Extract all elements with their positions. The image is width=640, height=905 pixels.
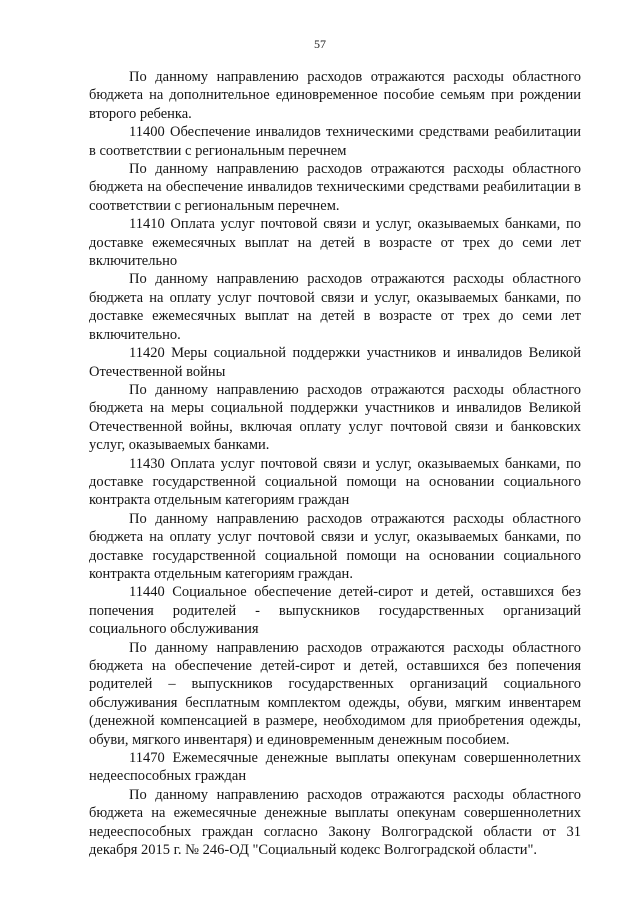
- paragraph-11430-description: По данному направлению расходов отражаются расходы областного бюджета на оплату услуг почтовой связи и услуг, оказываемых банками, по доставке государственной социальной помощи на основании социального контракта отдельным категориям граждан.: [89, 510, 581, 582]
- heading-11420: 11420 Меры социальной поддержки участников и инвалидов Великой Отечественной войны: [89, 345, 581, 380]
- paragraph-11400-description: По данному направлению расходов отражаются расходы областного бюджета на обеспечение инвалидов техническими средствами реабилитации в соответствии с региональным перечнем.: [89, 161, 581, 214]
- paragraph-11440-description: По данному направлению расходов отражаются расходы областного бюджета на обеспечение детей-сирот и детей, оставшихся без попечения родителей – выпускников государственных организаций социального обслуживания бесплатным комплектом одежды, обуви, мягким инвентарем (денежной компенсацией в размере, необходимом для приобретения одежды, обуви, мягкого инвентаря) и единовременным денежным пособием.: [89, 639, 581, 748]
- paragraph-11470-description: По данному направлению расходов отражаются расходы областного бюджета на ежемесячные денежные выплаты опекунам совершеннолетних недееспособных граждан согласно Закону Волгоградской области от 31 декабря 2015 г. № 246-ОД "Социальный кодекс Волгоградской области".: [89, 786, 581, 859]
- paragraph-birth-allowance-description: По данному направлению расходов отражаются расходы областного бюджета на дополнительное единовременное пособие семьям при рождении второго ребенка.: [89, 69, 581, 122]
- paragraph-11420-description: По данному направлению расходов отражаются расходы областного бюджета на меры социальной поддержки участников и инвалидов Великой Отечественной войны, включая оплату услуг почтовой связи и банковских услуг, оказываемых банками.: [89, 381, 581, 454]
- heading-11410: 11410 Оплата услуг почтовой связи и услуг, оказываемых банками, по доставке ежемесячных выплат на детей в возрасте от трех до семи лет включительно: [89, 216, 581, 270]
- heading-11400: 11400 Обеспечение инвалидов техническими средствами реабилитации в соответствии с региональным перечнем: [89, 124, 581, 159]
- page-number: 57: [314, 37, 326, 51]
- paragraph-11410-description: По данному направлению расходов отражаются расходы областного бюджета на оплату услуг почтовой связи и услуг, оказываемых банками, по доставке ежемесячных выплат на детей в возрасте от трех до семи лет включительно.: [89, 271, 581, 343]
- document-body: [89, 68, 581, 859]
- heading-11470: 11470 Ежемесячные денежные выплаты опекунам совершеннолетних недееспособных граждан: [89, 750, 581, 785]
- heading-11440: 11440 Социальное обеспечение детей-сирот и детей, оставшихся без попечения родителей - выпускников государственных организаций социального обслуживания: [89, 584, 581, 638]
- heading-11430: 11430 Оплата услуг почтовой связи и услуг, оказываемых банками, по доставке государственной социальной помощи на основании социального контракта отдельным категориям граждан: [89, 455, 581, 509]
